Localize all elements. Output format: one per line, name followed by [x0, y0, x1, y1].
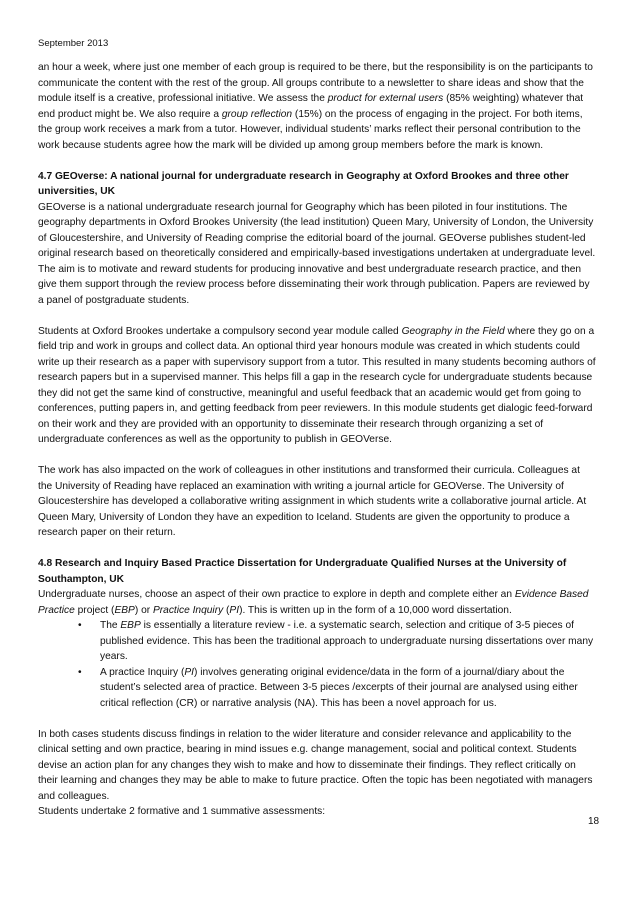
text-run: ) or — [134, 604, 153, 616]
text-run: is essentially a literature review - i.e. a systematic search, selection and critique of 3-5 pieces of published evidence. This has been the traditional approach to undergraduate nursing dissertations over many years. — [100, 620, 594, 662]
emphasis-practice-inquiry: Practice Inquiry — [152, 604, 224, 616]
paragraph-continued — [38, 60, 596, 153]
section-heading-4-8: 4.8 Research and Inquiry Based Practice Dissertation for Undergraduate Qualified Nurses at the University of Southampton, UK — [38, 558, 567, 585]
paragraph-impact: The work has also impacted on the work of colleagues in other institutions and transformed their curricula. Colleagues at the University of Reading have replaced an examination with writing a journal article for GEOVerse. The University of Gloucestershire has developed a collaborative writing assignment in which students write a collaborative journal article. At Queen Mary, University of London they have an expedition to Iceland. Students are given the opportunity to produce a research paper on their return. — [38, 465, 587, 538]
page-number: 18 — [588, 816, 600, 827]
document-body — [38, 60, 596, 820]
paragraph-oxford-brookes — [38, 324, 596, 448]
text-run: an hour a week, where just one member of each group is required to be there, but the responsibility is on the participants to communicate the content with the rest of the group. All groups contribute to a newsletter to share ideas and show that the module itself is a creative, professional initiative. We assess the — [38, 62, 593, 104]
emphasis-group-reflection: group reflection — [221, 108, 293, 120]
emphasis-ebp: EBP — [120, 620, 141, 631]
text-run: The — [100, 620, 121, 631]
text-run: Students at Oxford Brookes undertake a compulsory second year module called — [38, 325, 402, 337]
emphasis-ebp: EBP — [114, 604, 135, 616]
page-header-date: September 2013 — [38, 38, 109, 49]
emphasis-product-for-external-users: product for external users — [327, 93, 444, 104]
emphasis-geography-in-the-field: Geography in the Field — [401, 325, 505, 337]
text-run: project ( — [74, 604, 115, 616]
emphasis-pi: PI — [229, 604, 240, 616]
text-run: Undergraduate nurses, choose an aspect of their own practice to explore in depth and complete either an — [38, 589, 515, 600]
paragraph-findings: In both cases students discuss findings in relation to the wider literature and consider relevance and applicability to the clinical setting and own practice, bearing in mind issues e.g. change management, social and political context. Students devise an action plan for any changes they wish to make and how to disseminate their findings. They reflect critically on their learning and changes they may be able to make to future practice. Often the topic has been negotiated with managers and colleagues. — [38, 728, 593, 802]
paragraph-assessments: Students undertake 2 formative and 1 summative assessments: — [38, 806, 326, 817]
bullet-icon: • — [78, 620, 82, 631]
bullet-list — [38, 618, 596, 711]
bullet-icon: • — [78, 666, 82, 678]
paragraph-geoverse-intro: GEOverse is a national undergraduate research journal for Geography which has been piloted in four institutions. The geography departments in Oxford Brookes University (the lead institution) Queen Mary, University of London, the University of Gloucestershire, and University of Reading comprise the editorial board of the journal. GEOverse publishes student-led original research based on theoretically considered and empirically-based investigations undertaken at undergraduate level. The aim is to motivate and reward students for producing innovative and best undergraduate research practice, and then give them support through the review process before disseminating their work through publication. Papers are reviewed by a panel of postgraduate students. — [38, 201, 596, 306]
text-run: A practice Inquiry ( — [100, 666, 185, 678]
text-run: ( — [223, 604, 230, 616]
text-run: (85% weighting) whatever that end product might be. We also require a — [38, 93, 584, 120]
text-run: (15%) on the process of engaging in the project. For both items, the group work receives a mark from a tutor. However, individual students’ marks reflect their personal contribution to the work because students agree how the mark will be divided up among group members before the mark is known. — [38, 108, 583, 151]
list-item — [38, 665, 596, 712]
text-run: where they go on a field trip and work in groups and collect data. An optional third year honours module was created in which students could write up their research as a paper with supervisory support from a tutor. This resulted in many students becoming authors of research papers but in a supervised manner. This helps fill a gap in the research cycle for undergraduate students because they did not get the same kind of constructive, meaningful and useful feedback that an academic would get from going to conferences, putting papers in, and getting feedback from peer reviewers. In this module students get dialogic feed-forward on their work and they are provided with an opportunity to disseminate their research through organizing a set of undergraduate conferences as well as the opportunity to publish in GEOVerse. — [38, 325, 596, 445]
list-item — [38, 618, 596, 665]
text-run: ) involves generating original evidence/data in the form of a journal/diary about the student’s selected area of practice. Between 3-5 pieces /excerpts of their journal are analysed using either critical reflection (CR) or narrative analysis (NA). This has been a novel approach for us. — [100, 666, 578, 709]
text-run: ). This is written up in the form of a 10,000 word dissertation. — [239, 604, 512, 616]
section-heading-4-7: 4.7 GEOverse: A national journal for undergraduate research in Geography at Oxford Brookes and three other universities, UK — [38, 170, 569, 197]
paragraph-nurses-intro — [38, 587, 596, 618]
emphasis-evidence-based-practice: Evidence Based Practice — [38, 589, 589, 616]
emphasis-pi: PI — [184, 666, 195, 678]
